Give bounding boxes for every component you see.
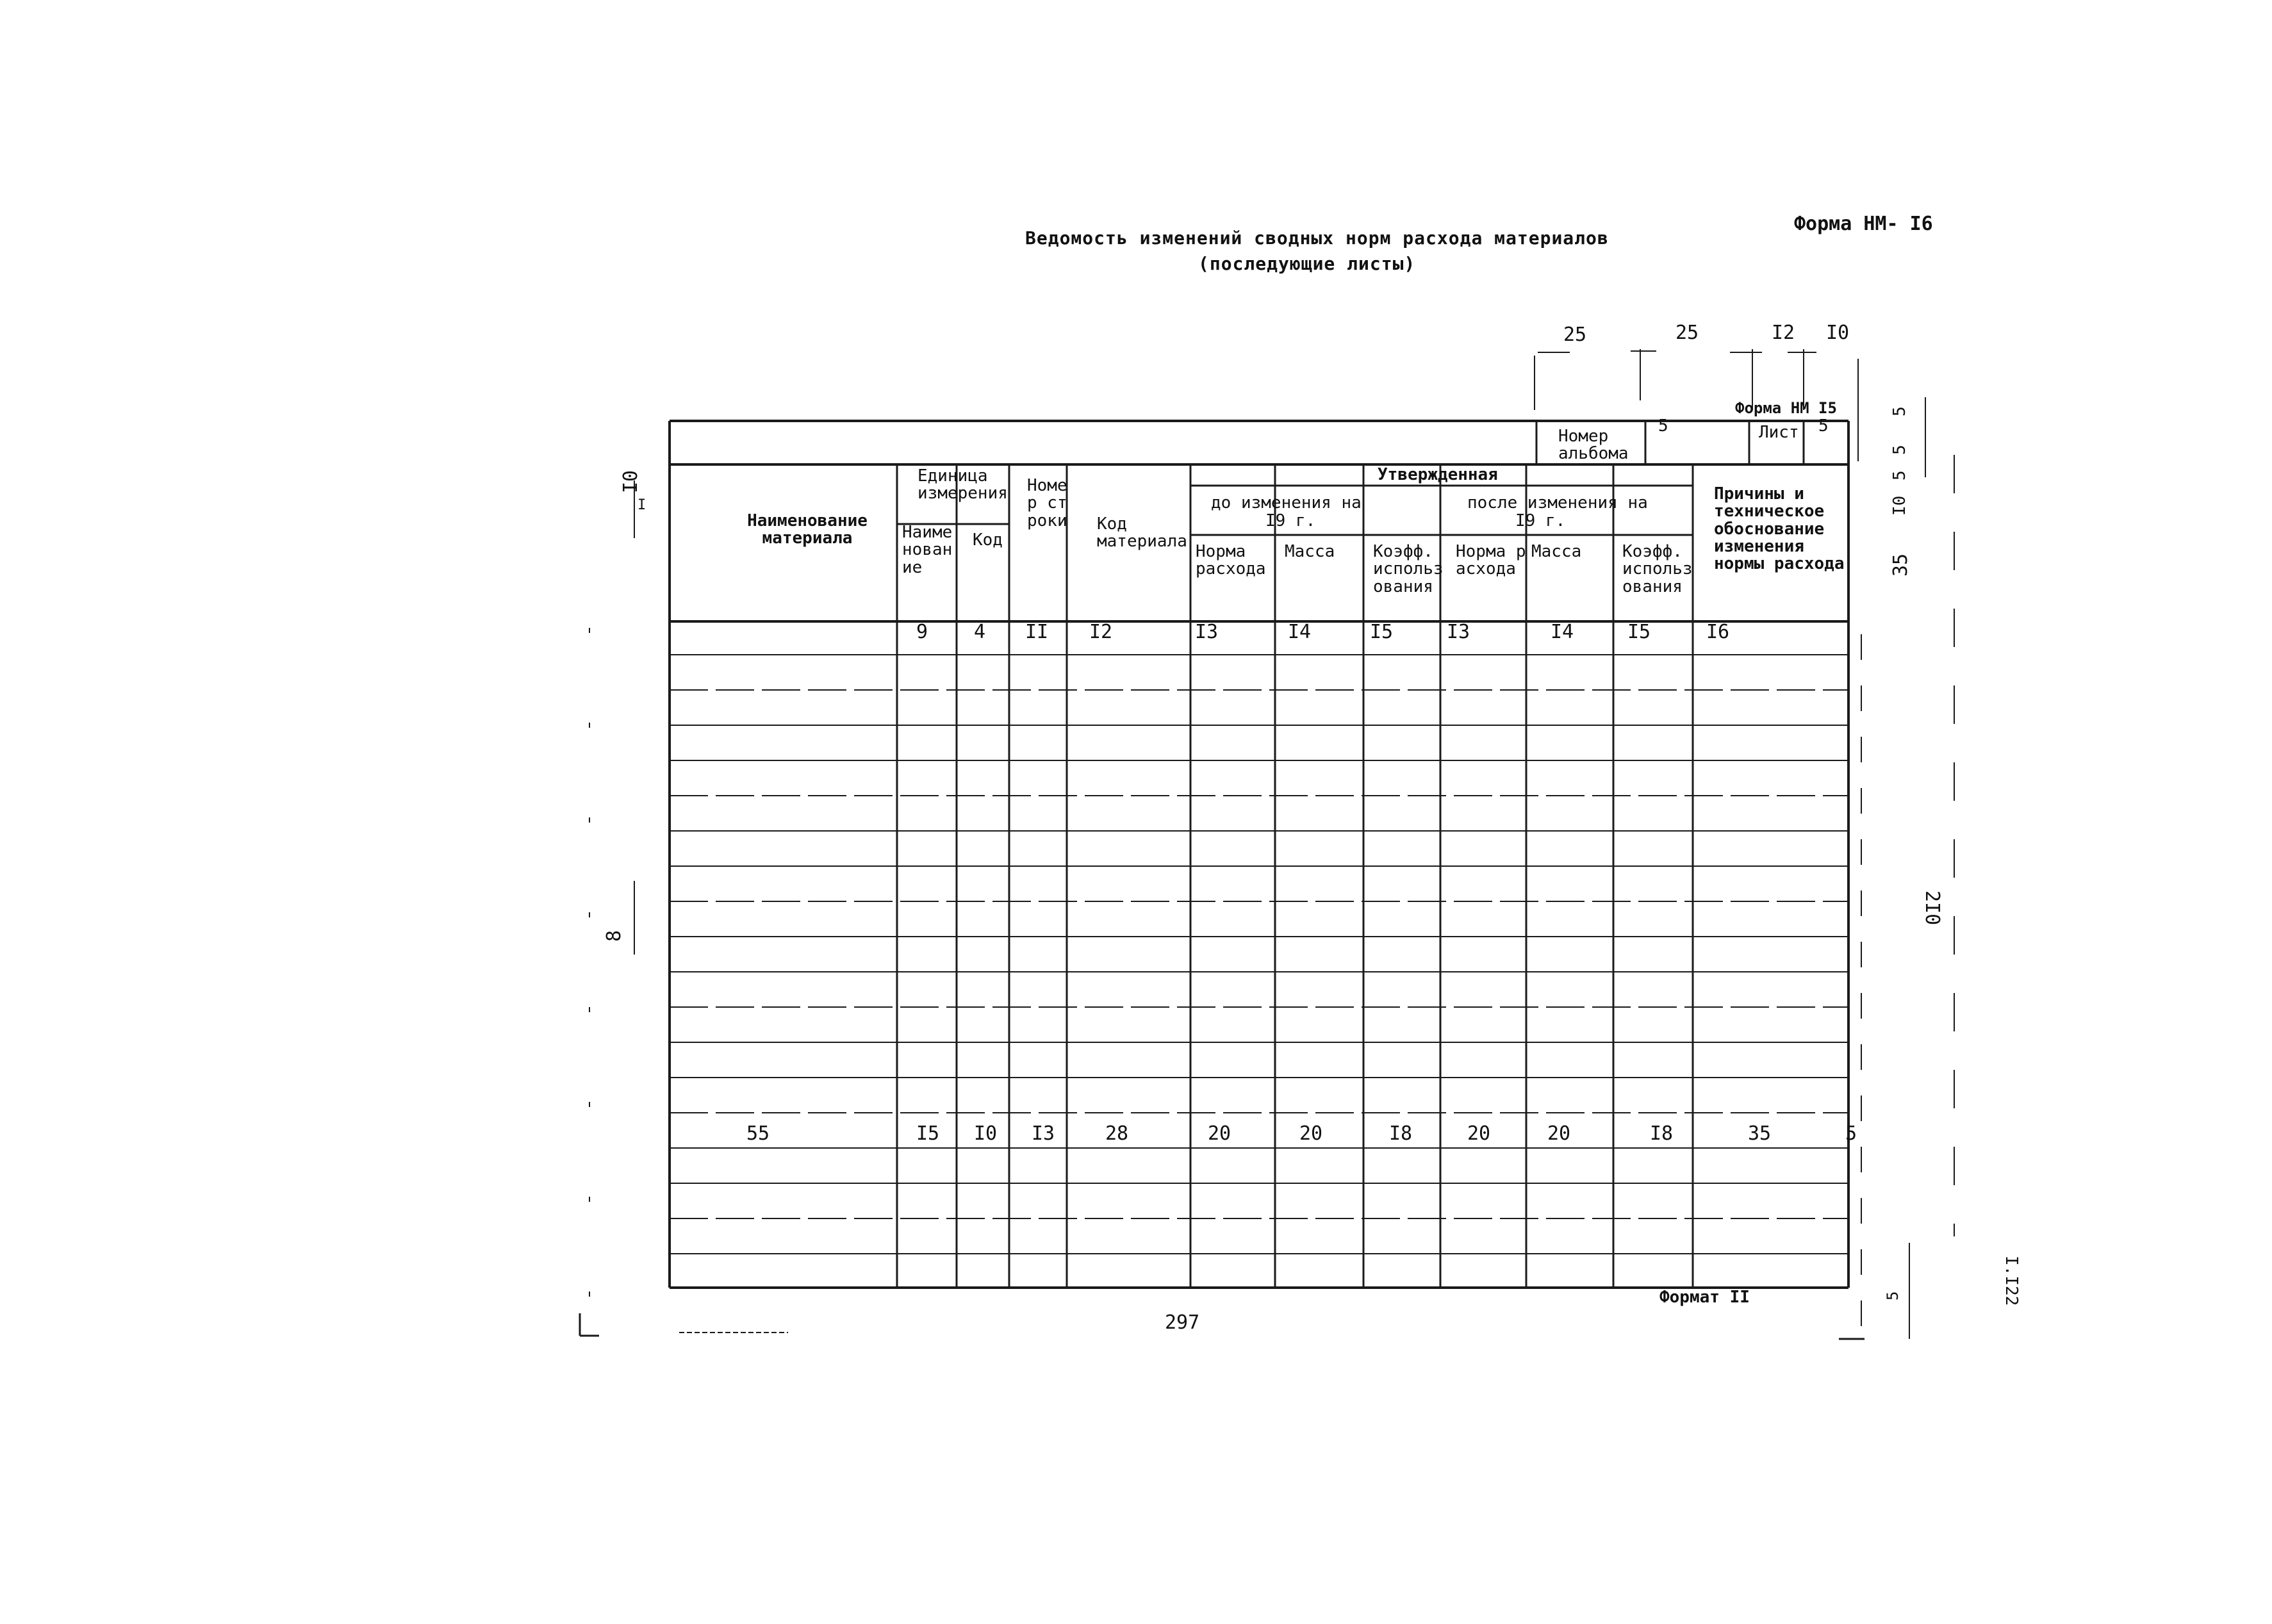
dim-right-5a: 5 [1890, 406, 1909, 416]
header-reasons: Причины и техническое обоснование изменения нормы расхода [1714, 484, 1845, 574]
header-mass-after: Масса [1531, 542, 1582, 561]
dim-top-10: I0 [1826, 322, 1850, 344]
dim-left-top-small: I [638, 497, 646, 513]
header-norm-before: Норма расхода [1196, 542, 1266, 579]
stamp-dim-sheet: 5 [1818, 416, 1829, 436]
stamp-form-label: Форма НМ I5 [1735, 399, 1837, 417]
char-count: I3 [1447, 621, 1470, 643]
header-approved: Утвержденная [1378, 465, 1498, 484]
side-code: I.I22 [2002, 1256, 2021, 1306]
dim-top-25b: 25 [1675, 322, 1699, 344]
dim-right-10: I0 [1890, 495, 1909, 516]
stamp-sheet-label: Лист [1759, 423, 1799, 442]
dim-bottom-297: 297 [1165, 1311, 1200, 1334]
col-width-dim: 55 [746, 1122, 770, 1145]
col-width-dim: 20 [1208, 1122, 1231, 1145]
dim-right-5d: 5 [1884, 1291, 1902, 1300]
header-before: до изменения на [1211, 493, 1362, 513]
header-material-code: Код материала [1097, 514, 1187, 552]
dim-right-5b: 5 [1890, 445, 1909, 455]
header-unit-code: Код [973, 530, 1003, 550]
char-count: I3 [1195, 621, 1219, 643]
col-width-dim: 35 [1748, 1122, 1772, 1145]
col-width-dim: I3 [1032, 1122, 1055, 1145]
header-after-year: I9 г. [1515, 511, 1566, 530]
dim-right-5c: 5 [1890, 470, 1909, 480]
col-width-dim: 5 [1845, 1122, 1857, 1145]
char-count: I5 [1370, 621, 1394, 643]
col-width-dim: I8 [1650, 1122, 1674, 1145]
col-width-dim: 28 [1105, 1122, 1129, 1145]
header-unit-group: Единица измерения [918, 466, 1008, 504]
format-label: Формат II [1659, 1288, 1750, 1307]
dim-right-35: 35 [1889, 553, 1912, 577]
col-width-dim: 20 [1467, 1122, 1491, 1145]
col-width-dim: I5 [916, 1122, 940, 1145]
char-count: I4 [1551, 621, 1574, 643]
char-count: I6 [1706, 621, 1730, 643]
header-after: после изменения на [1467, 493, 1648, 513]
char-count: I2 [1089, 621, 1113, 643]
header-coef-after: Коэфф. использования [1622, 542, 1693, 596]
dim-right-210: 2I0 [1921, 890, 1943, 926]
dim-top-25a: 25 [1563, 324, 1587, 346]
char-count: II [1025, 621, 1049, 643]
header-norm-after: Норма расхода [1456, 542, 1526, 579]
char-count: I5 [1627, 621, 1651, 643]
header-material-name: Наименование материала [747, 511, 868, 548]
stamp-dim-album: 5 [1658, 416, 1668, 436]
dim-left-top: I0 [620, 470, 642, 493]
char-count: 4 [974, 621, 986, 643]
col-width-dim: I8 [1389, 1122, 1413, 1145]
header-unit-name: Наименование [902, 523, 953, 577]
header-mass-before: Масса [1285, 542, 1335, 561]
col-width-dim: I0 [974, 1122, 998, 1145]
document-title: Ведомость изменений сводных норм расхода материалов [1025, 227, 1609, 249]
document-subtitle: (последующие листы) [1198, 253, 1416, 274]
header-row-number: Номер строки [1027, 476, 1067, 530]
dim-top-12: I2 [1772, 322, 1795, 344]
header-before-year: I9 г. [1265, 511, 1316, 530]
char-count: 9 [916, 621, 928, 643]
char-count: I4 [1288, 621, 1312, 643]
header-coef-before: Коэфф. использования [1373, 542, 1444, 596]
stamp-album-label: Номер альбома [1558, 427, 1629, 464]
form-number-label: Форма НМ- I6 [1794, 213, 1933, 235]
col-width-dim: 20 [1299, 1122, 1323, 1145]
dim-left-row: 8 [603, 930, 625, 942]
col-width-dim: 20 [1547, 1122, 1571, 1145]
